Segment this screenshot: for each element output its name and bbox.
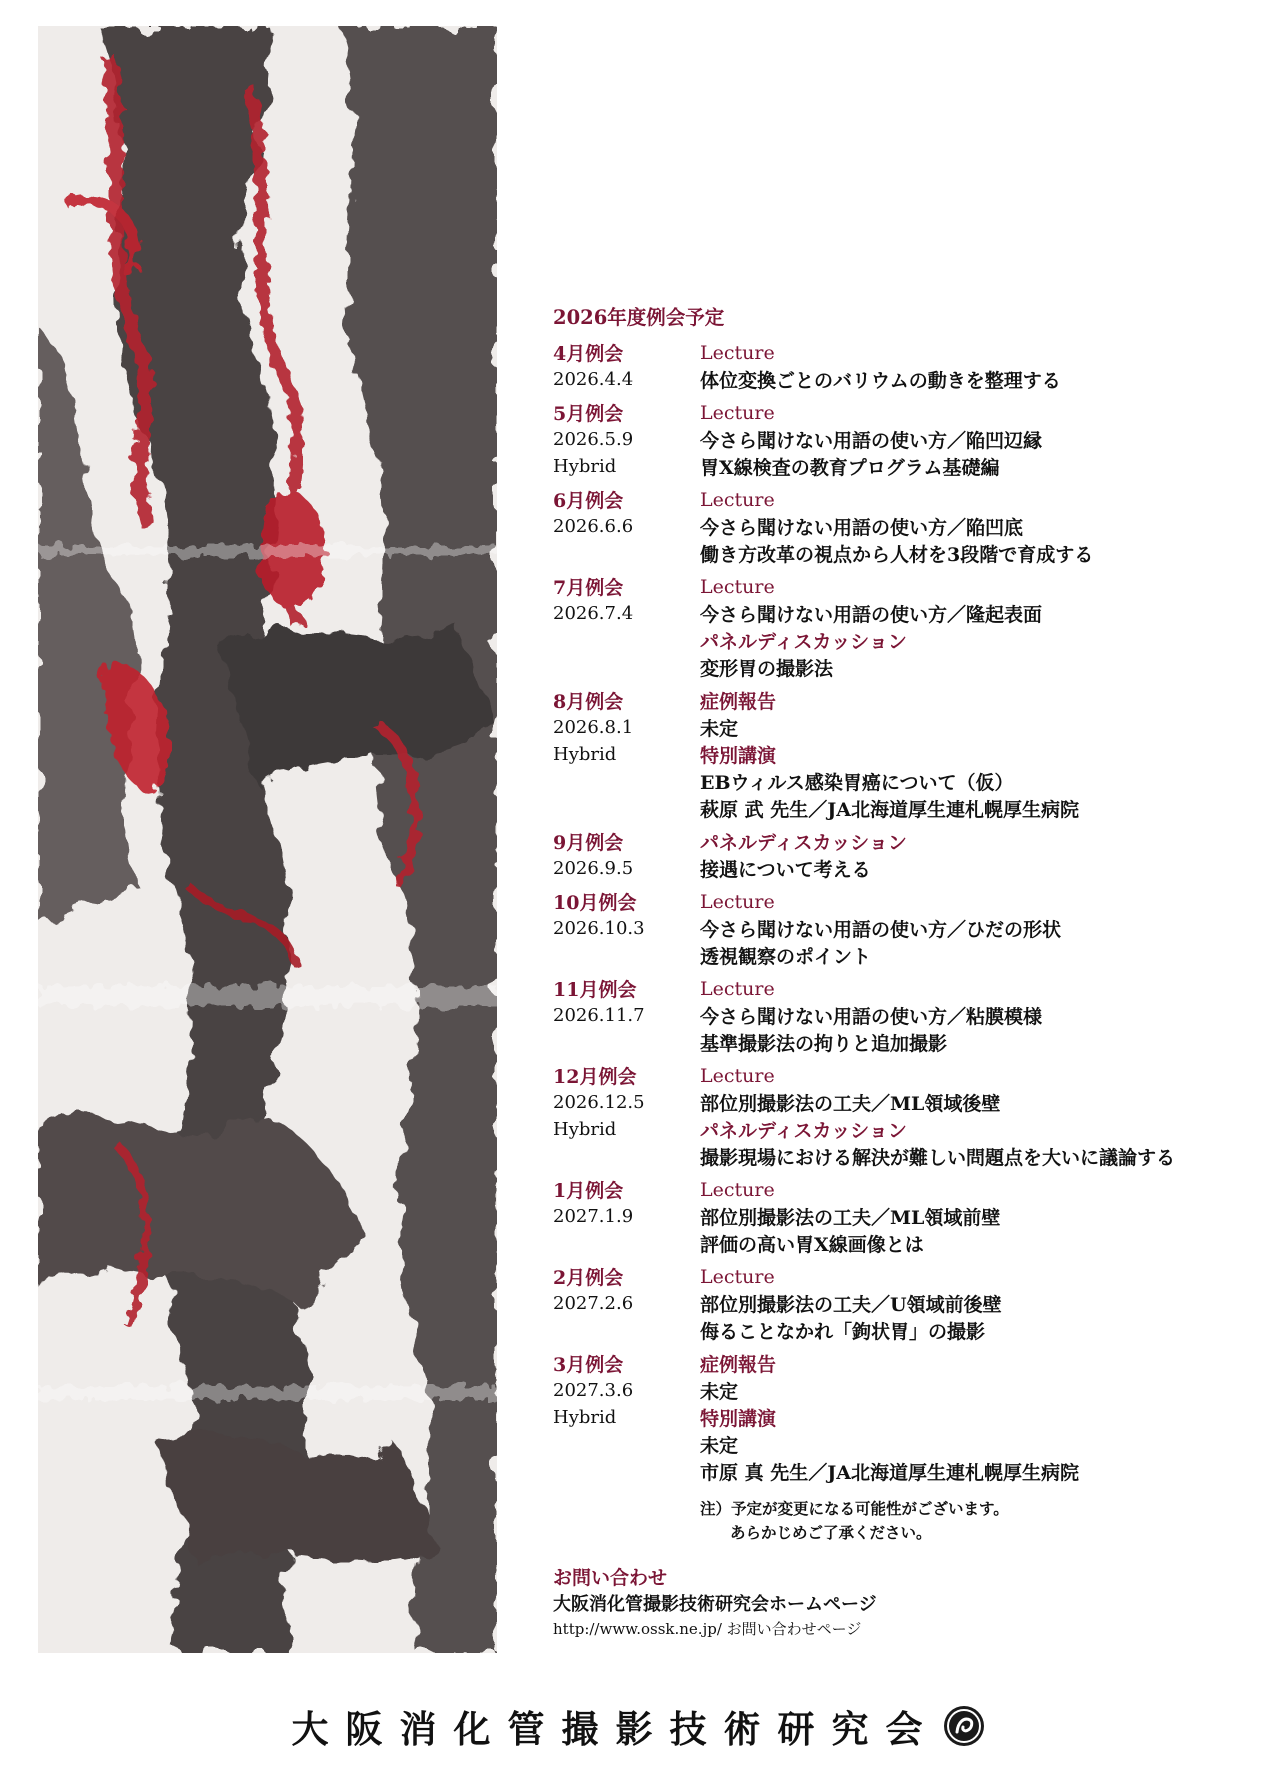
session-title: 基準撮影法の拘りと追加撮影	[700, 1033, 948, 1055]
event-date: 2026.11.7	[553, 1005, 645, 1026]
month-suffix: 月例会	[566, 1354, 624, 1376]
month-number: 11	[553, 979, 580, 1001]
session-title: 透視観察のポイント	[700, 946, 872, 968]
schedule-row	[553, 795, 1253, 822]
event-date: 2026.10.3	[553, 918, 645, 939]
schedule-row	[553, 828, 1253, 855]
event-format: Hybrid	[553, 456, 617, 477]
event-date: 2027.3.6	[553, 1380, 634, 1401]
session-title: 胃X線検査の教育プログラム基礎編	[700, 457, 1000, 479]
session-category: Lecture	[700, 1064, 775, 1087]
event-date: 2026.9.5	[553, 858, 634, 879]
month-number: 1	[553, 1180, 567, 1202]
month-suffix: 月例会	[579, 1066, 637, 1088]
contact-site-name: 大阪消化管撮影技術研究会ホームページ	[553, 1594, 877, 1615]
schedule-row	[553, 486, 1253, 513]
month-label	[553, 1062, 700, 1089]
schedule-row	[553, 888, 1253, 915]
month-number: 10	[553, 892, 580, 914]
session-title: 萩原 武 先生／JA北海道厚生連札幌厚生病院	[700, 799, 1079, 821]
schedule-row	[553, 855, 1253, 882]
session-category: Lecture	[700, 401, 775, 424]
organization-name: 大阪消化管撮影技術研究会	[291, 1707, 940, 1751]
schedule-row	[553, 573, 1253, 600]
schedule-row	[553, 1002, 1253, 1029]
schedule-row	[553, 915, 1253, 942]
session-title: 評価の高い胃X線画像とは	[700, 1234, 924, 1256]
month-number: 3	[553, 1354, 567, 1376]
schedule-row	[553, 1230, 1253, 1257]
session-title: 今さら聞けない用語の使い方／ひだの形状	[700, 919, 1062, 941]
session-category: Lecture	[700, 1265, 775, 1288]
session-category: パネルディスカッション	[700, 832, 907, 854]
month-number: 4	[553, 343, 567, 365]
month-label	[553, 975, 700, 1002]
event-date: 2026.7.4	[553, 603, 634, 624]
schedule-row	[553, 1029, 1253, 1056]
session-category: 特別講演	[700, 745, 777, 767]
schedule-row	[553, 339, 1253, 366]
event-date: 2027.1.9	[553, 1206, 634, 1227]
schedule-row	[553, 687, 1253, 714]
month-suffix: 月例会	[566, 832, 624, 854]
month-suffix: 月例会	[566, 490, 624, 512]
schedule-row	[553, 1458, 1253, 1485]
note-line-2: あらかじめご了承ください。	[730, 1523, 932, 1542]
month-label	[553, 828, 700, 855]
month-block	[553, 828, 1253, 882]
session-category: Lecture	[700, 575, 775, 598]
schedule-row	[553, 1089, 1253, 1116]
month-number: 5	[553, 403, 567, 425]
schedule-row	[553, 1263, 1253, 1290]
event-format: Hybrid	[553, 1407, 617, 1428]
session-title: 部位別撮影法の工夫／U領域前後壁	[700, 1294, 1002, 1316]
month-label	[553, 339, 700, 366]
session-title: 市原 真 先生／JA北海道厚生連札幌厚生病院	[700, 1462, 1079, 1484]
session-title: 今さら聞けない用語の使い方／陥凹底	[700, 517, 1024, 539]
session-category: Lecture	[700, 341, 775, 364]
schedule-row	[553, 654, 1253, 681]
organization-logo-icon	[944, 1706, 984, 1746]
session-title: 未定	[700, 718, 739, 740]
session-category: 症例報告	[700, 1354, 777, 1376]
month-block	[553, 687, 1253, 822]
month-number: 9	[553, 832, 567, 854]
abstract-ink-painting	[38, 26, 497, 1653]
schedule-row	[553, 1203, 1253, 1230]
session-title: 変形胃の撮影法	[700, 658, 834, 680]
footer	[0, 1700, 1275, 1752]
month-number: 6	[553, 490, 567, 512]
month-label	[553, 399, 700, 426]
session-category: Lecture	[700, 977, 775, 1000]
session-title: 体位変換ごとのバリウムの動きを整理する	[700, 370, 1061, 392]
session-title: 働き方改革の視点から人材を3段階で育成する	[700, 544, 1094, 566]
session-title: 今さら聞けない用語の使い方／隆起表面	[700, 604, 1043, 626]
schedule-row	[553, 768, 1253, 795]
schedule-row	[553, 540, 1253, 567]
schedule-row	[553, 1431, 1253, 1458]
event-date: 2026.4.4	[553, 369, 634, 390]
schedule-row	[553, 600, 1253, 627]
schedule-row	[553, 513, 1253, 540]
month-number: 2	[553, 1267, 567, 1289]
month-number: 8	[553, 691, 567, 713]
month-label	[553, 573, 700, 600]
month-block	[553, 573, 1253, 681]
month-suffix: 月例会	[566, 577, 624, 599]
month-suffix: 月例会	[566, 1267, 624, 1289]
month-label	[553, 1176, 700, 1203]
event-date: 2026.8.1	[553, 717, 634, 738]
month-block	[553, 1176, 1253, 1257]
schedule-row	[553, 1116, 1253, 1143]
month-label	[553, 687, 700, 714]
month-number: 12	[553, 1066, 580, 1088]
schedule-row	[553, 975, 1253, 1002]
schedule-row	[553, 1350, 1253, 1377]
session-category: Lecture	[700, 1178, 775, 1201]
month-suffix: 月例会	[566, 1180, 624, 1202]
month-suffix: 月例会	[566, 403, 624, 425]
schedule-row	[553, 366, 1253, 393]
schedule-row	[553, 1404, 1253, 1431]
schedule-row	[553, 1143, 1253, 1170]
session-title: 未定	[700, 1381, 739, 1403]
session-category: 症例報告	[700, 691, 777, 713]
session-title: 部位別撮影法の工夫／ML領域後壁	[700, 1093, 1001, 1115]
session-title: 今さら聞けない用語の使い方／粘膜模様	[700, 1006, 1043, 1028]
session-category: Lecture	[700, 890, 775, 913]
contact-url-link[interactable]: http://www.ossk.ne.jp/ お問い合わせページ	[553, 1620, 862, 1638]
schedule-row	[553, 426, 1253, 453]
schedule-row	[553, 741, 1253, 768]
event-date: 2027.2.6	[553, 1293, 634, 1314]
schedule-row	[553, 1176, 1253, 1203]
month-label	[553, 486, 700, 513]
session-title: 未定	[700, 1435, 739, 1457]
month-suffix: 月例会	[566, 691, 624, 713]
schedule-row	[553, 942, 1253, 969]
schedule-notes	[700, 1497, 1253, 1545]
schedule-section	[553, 305, 1253, 1640]
month-label	[553, 1350, 700, 1377]
contact-heading: お問い合わせ	[553, 1567, 668, 1589]
schedule-row	[553, 1290, 1253, 1317]
event-format: Hybrid	[553, 1119, 617, 1140]
month-block	[553, 1263, 1253, 1344]
month-suffix: 月例会	[566, 343, 624, 365]
event-date: 2026.6.6	[553, 516, 634, 537]
schedule-row	[553, 453, 1253, 480]
month-block	[553, 339, 1253, 393]
month-block	[553, 975, 1253, 1056]
abstract-artwork-panel	[38, 26, 497, 1653]
note-line-1: 注）予定が変更になる可能性がございます。	[700, 1499, 1009, 1518]
month-label	[553, 1263, 700, 1290]
month-block	[553, 888, 1253, 969]
session-title: 侮ることなかれ「鉤状胃」の撮影	[700, 1321, 986, 1343]
month-block	[553, 1062, 1253, 1170]
month-suffix: 月例会	[579, 892, 637, 914]
schedule-row	[553, 399, 1253, 426]
session-category: Lecture	[700, 488, 775, 511]
event-format: Hybrid	[553, 744, 617, 765]
schedule-months	[553, 339, 1253, 1485]
schedule-title: 2026年度例会予定	[553, 306, 725, 329]
session-title: 接遇について考える	[700, 859, 871, 881]
month-block	[553, 486, 1253, 567]
session-category: パネルディスカッション	[700, 1120, 907, 1142]
session-title: 部位別撮影法の工夫／ML領域前壁	[700, 1207, 1001, 1229]
schedule-row	[553, 1377, 1253, 1404]
session-title: EBウィルス感染胃癌について（仮）	[700, 772, 1014, 794]
event-date: 2026.5.9	[553, 429, 634, 450]
schedule-row	[553, 714, 1253, 741]
session-category: 特別講演	[700, 1408, 777, 1430]
session-category: パネルディスカッション	[700, 631, 907, 653]
contact-section	[553, 1565, 1253, 1640]
schedule-row	[553, 1062, 1253, 1089]
month-label	[553, 888, 700, 915]
session-title: 撮影現場における解決が難しい問題点を大いに議論する	[700, 1147, 1176, 1169]
month-number: 7	[553, 577, 567, 599]
event-date: 2026.12.5	[553, 1092, 645, 1113]
month-block	[553, 1350, 1253, 1485]
schedule-row	[553, 1317, 1253, 1344]
schedule-row	[553, 627, 1253, 654]
month-block	[553, 399, 1253, 480]
month-suffix: 月例会	[579, 979, 637, 1001]
session-title: 今さら聞けない用語の使い方／陥凹辺縁	[700, 430, 1043, 452]
